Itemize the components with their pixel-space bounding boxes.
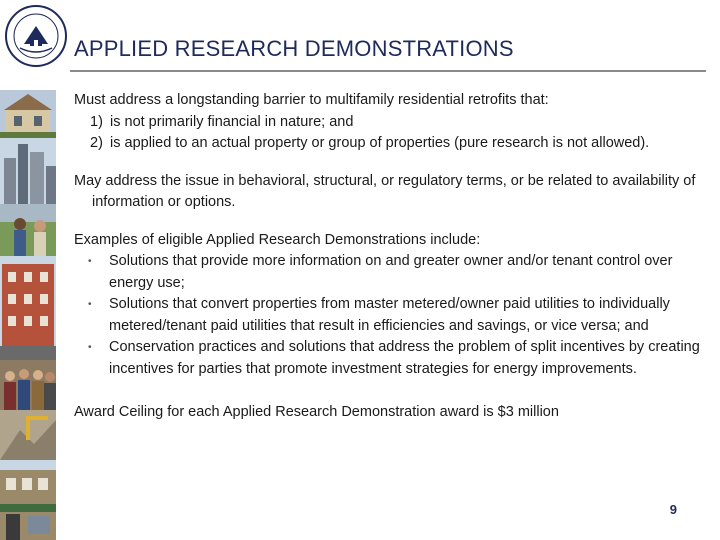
group-photo: [0, 360, 56, 410]
item-number: 1): [90, 113, 103, 130]
photo-strip: [0, 90, 56, 540]
city-skyline-photo: [0, 138, 56, 204]
title-divider: [70, 70, 706, 72]
slide-body: [74, 90, 704, 424]
numbered-item-1: [74, 112, 704, 134]
numbered-item-2: [74, 133, 704, 155]
bullet-item: [74, 337, 704, 380]
bullet-text: Solutions that convert properties from master metered/owner paid utilities to individually metered/tenant paid utilities that result in efficiencies and savings, or vice versa; and: [109, 296, 670, 334]
residents-photo: [0, 204, 56, 256]
award-ceiling-text: Award Ceiling for each Applied Research Demonstration award is $3 million: [74, 404, 559, 420]
item-number: 2): [90, 135, 103, 151]
item-text: is not primarily financial in nature; and: [110, 113, 354, 130]
bullet-marker: •: [88, 342, 92, 353]
item-text: is applied to an actual property or group of properties (pure research is not allowed).: [110, 135, 650, 151]
bullet-text: Solutions that provide more information on and greater owner and/or tenant control over energy use;: [109, 253, 673, 291]
page-title: APPLIED RESEARCH DEMONSTRATIONS: [74, 36, 514, 61]
seal-icon: [4, 4, 68, 68]
bullet-marker: •: [88, 256, 92, 267]
hud-seal-logo: [4, 4, 68, 68]
apartment-building-photo: [0, 256, 56, 360]
bullet-item: [74, 294, 704, 337]
intro-text: Must address a longstanding barrier to multifamily residential retrofits that:: [74, 92, 549, 108]
examples-intro: Examples of eligible Applied Research Demonstrations include:: [74, 231, 481, 248]
bullet-marker: •: [88, 299, 92, 310]
storefront-photo: [0, 460, 56, 540]
house-photo: [0, 90, 56, 138]
page-number: 9: [669, 502, 677, 517]
construction-photo: [0, 410, 56, 460]
bullet-text: Conservation practices and solutions that address the problem of split incentives by creating incentives for parties that promote investment strategies for energy improvements.: [109, 339, 700, 377]
bullet-item: [74, 251, 704, 294]
scope-paragraph: May address the issue in behavioral, structural, or regulatory terms, or be related to availability of information or options.: [74, 172, 696, 210]
